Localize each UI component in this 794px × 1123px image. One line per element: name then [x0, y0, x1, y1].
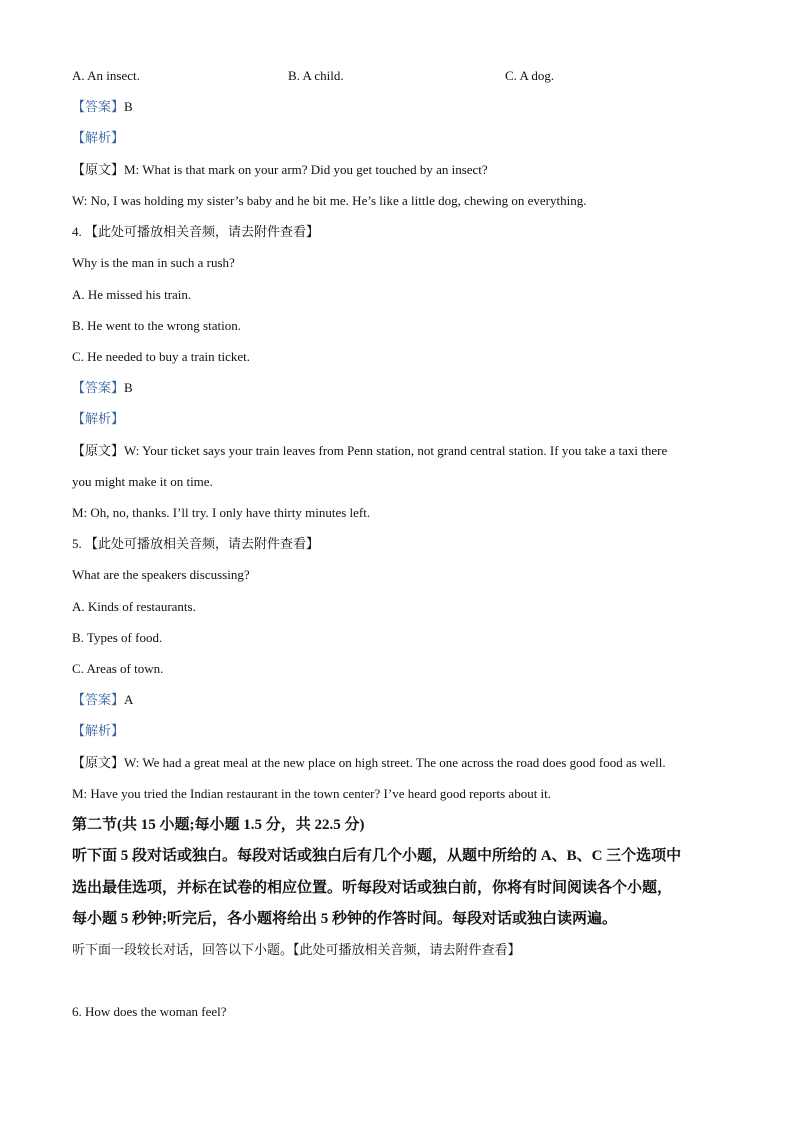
q5-heading: 5. 【此处可播放相关音频，请去附件查看】 [72, 536, 320, 551]
q4-answer-line [72, 379, 133, 397]
answer-tag: 【答案】 [72, 99, 125, 114]
q4-option-b: B. He went to the wrong station. [72, 318, 241, 333]
q4-source-line-2: you might make it on time. [72, 474, 213, 489]
answer-tag: 【答案】 [72, 380, 125, 395]
q4-source-line-3: M: Oh, no, thanks. I’ll try. I only have thirty minutes left. [72, 505, 371, 520]
section2-title: 第二节(共 15 小题;每小题 1.5 分，共 22.5 分) [72, 817, 365, 833]
q4-answer: B [124, 380, 133, 395]
q5-option-a: A. Kinds of restaurants. [72, 599, 196, 614]
q5-analysis-tag: 【解析】 [72, 723, 125, 738]
q3-option-a: A. An insect. [72, 68, 140, 83]
source-tag: 【原文】 [72, 755, 125, 770]
q3-answer: B [124, 99, 133, 114]
q4-heading: 4. 【此处可播放相关音频，请去附件查看】 [72, 224, 320, 239]
q3-answer-line [72, 98, 133, 116]
q5-answer: A [124, 692, 134, 707]
section2-instruction-1: 听下面 5 段对话或独白。每段对话或独白后有几个小题，从题中所给的 A、B、C 三个选项中 [72, 848, 682, 864]
source-tag: 【原文】 [72, 443, 125, 458]
q5-source-line-1: 【原文】W: We had a great meal at the new place on high street. The one across the road does good food as well. [72, 755, 666, 770]
q5-question: What are the speakers discussing? [72, 567, 250, 582]
q3-option-b: B. A child. [288, 68, 344, 83]
section2-sub-instruction: 听下面一段较长对话，回答以下小题。【此处可播放相关音频，请去附件查看】 [72, 942, 521, 957]
answer-tag: 【答案】 [72, 692, 125, 707]
q4-analysis-tag: 【解析】 [72, 411, 125, 426]
q4-option-c: C. He needed to buy a train ticket. [72, 349, 250, 364]
q3-option-c: C. A dog. [505, 68, 555, 83]
q5-source-line-2: M: Have you tried the Indian restaurant in the town center? I’ve heard good reports about it. [72, 786, 552, 801]
q3-source-line-2: W: No, I was holding my sister’s baby and he bit me. He’s like a little dog, chewing on everything. [72, 193, 587, 208]
source-tag: 【原文】 [72, 162, 125, 177]
section2-instruction-2: 选出最佳选项，并标在试卷的相应位置。听每段对话或独白前，你将有时间阅读各个小题， [72, 880, 673, 896]
q4-question: Why is the man in such a rush? [72, 255, 235, 270]
q3-analysis-tag: 【解析】 [72, 130, 125, 145]
q4-option-a: A. He missed his train. [72, 287, 192, 302]
q3-source-line-1: 【原文】M: What is that mark on your arm? Did you get touched by an insect? [72, 162, 488, 177]
q6-question: 6. How does the woman feel? [72, 1004, 227, 1019]
q4-source-line-1: 【原文】W: Your ticket says your train leaves from Penn station, not grand central station. If you take a taxi there [72, 443, 668, 458]
section2-instruction-3: 每小题 5 秒钟;听完后，各小题将给出 5 秒钟的作答时间。每段对话或独白读两遍。 [72, 911, 617, 927]
q5-option-c: C. Areas of town. [72, 661, 164, 676]
q5-answer-line [72, 691, 133, 709]
q5-option-b: B. Types of food. [72, 630, 163, 645]
